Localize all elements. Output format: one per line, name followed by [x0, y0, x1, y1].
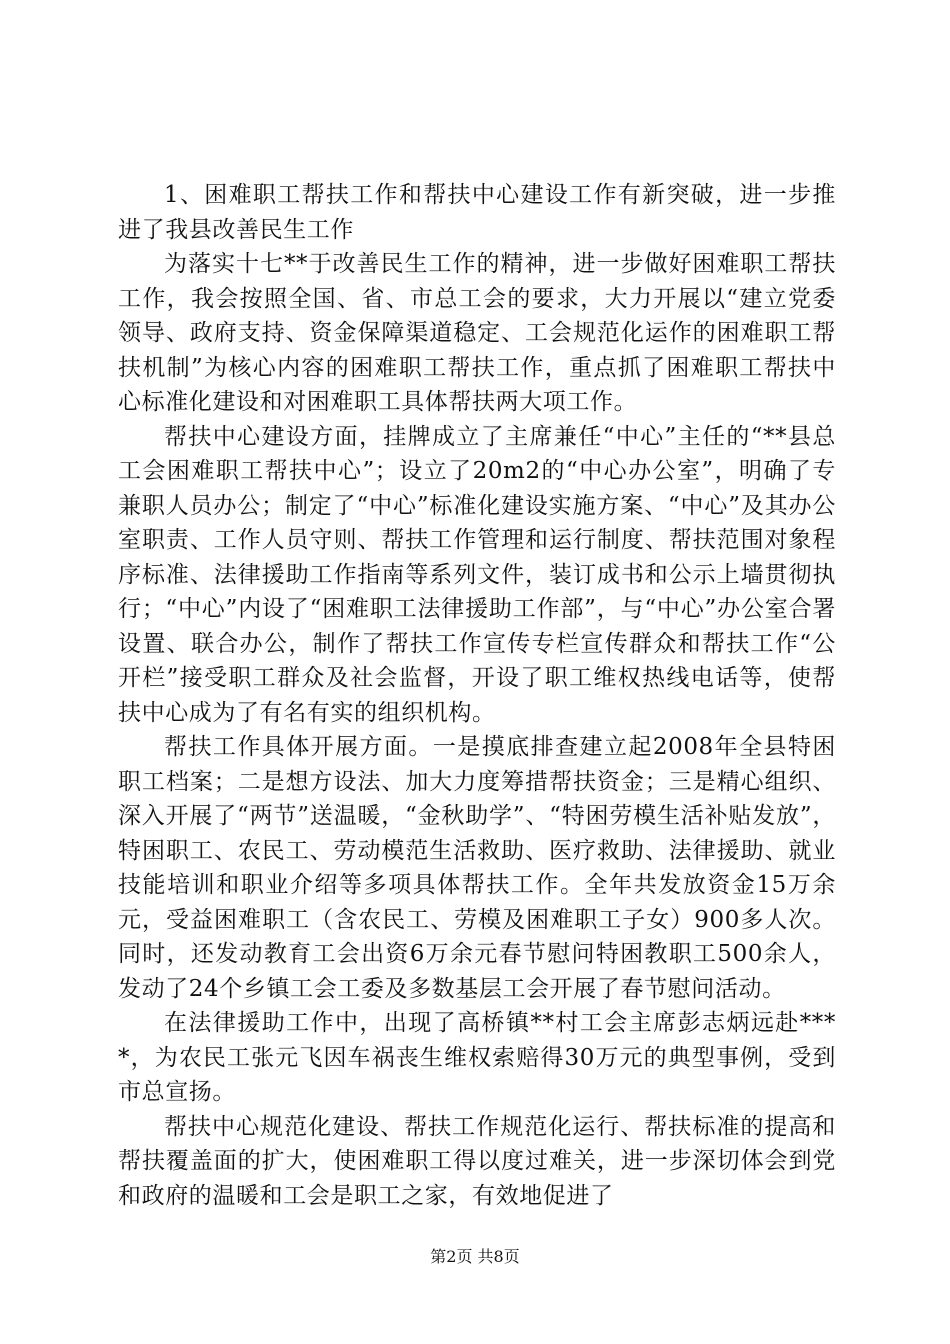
paragraph-heading: 1、困难职工帮扶工作和帮扶中心建设工作有新突破，进一步推进了我县改善民生工作 — [118, 182, 836, 243]
paragraph: 帮扶中心规范化建设、帮扶工作规范化运行、帮扶标准的提高和帮扶覆盖面的扩大，使困难职工得以度过难关，进一步深切体会到党和政府的温暖和工会是职工之家，有效地促进了 — [118, 1113, 836, 1209]
paragraph: 帮扶工作具体开展方面。一是摸底排查建立起2008年全县特困职工档案；二是想方设法、加大力度筹措帮扶资金；三是精心组织、深入开展了“两节”送温暖，“金秋助学”、“特困劳模生活补贴发放”，特困职工、农民工、劳动模范生活救助、医疗救助、法律援助、就业技能培训和职业介绍等多项具体帮扶工作。全年共发放资金15万余元，受益困难职工（含农民工、劳模及困难职工子女）900多人次。同时，还发动教育工会出资6万余元春节慰问特困教职工500余人，发动了24个乡镇工会工委及多数基层工会开展了春节慰问活动。 — [118, 734, 836, 1002]
page-number-footer: 第2页 共8页 — [430, 1247, 520, 1266]
paragraph: 为落实十七**于改善民生工作的精神，进一步做好困难职工帮扶工作，我会按照全国、省、市总工会的要求，大力开展以“建立党委领导、政府支持、资金保障渠道稳定、工会规范化运作的困难职工帮扶机制”为核心内容的困难职工帮扶工作，重点抓了困难职工帮扶中心标准化建设和对困难职工具体帮扶两大项工作。 — [118, 251, 836, 415]
paragraph: 帮扶中心建设方面，挂牌成立了主席兼任“中心”主任的“**县总工会困难职工帮扶中心”；设立了20m2的“中心办公室”，明确了专兼职人员办公；制定了“中心”标准化建设实施方案、“中心”及其办公室职责、工作人员守则、帮扶工作管理和运行制度、帮扶范围对象程序标准、法律援助工作指南等系列文件，装订成书和公示上墙贯彻执行；“中心”内设了“困难职工法律援助工作部”，与“中心”办公室合署设置、联合办公，制作了帮扶工作宣传专栏宣传群众和帮扶工作“公开栏”接受职工群众及社会监督，开设了职工维权热线电话等，使帮扶中心成为了有名有实的组织机构。 — [118, 423, 836, 726]
paragraph: 在法律援助工作中，出现了高桥镇**村工会主席彭志炳远赴****，为农民工张元飞因车祸丧生维权索赔得30万元的典型事例，受到市总宣扬。 — [118, 1010, 836, 1105]
document-body — [118, 178, 836, 1213]
